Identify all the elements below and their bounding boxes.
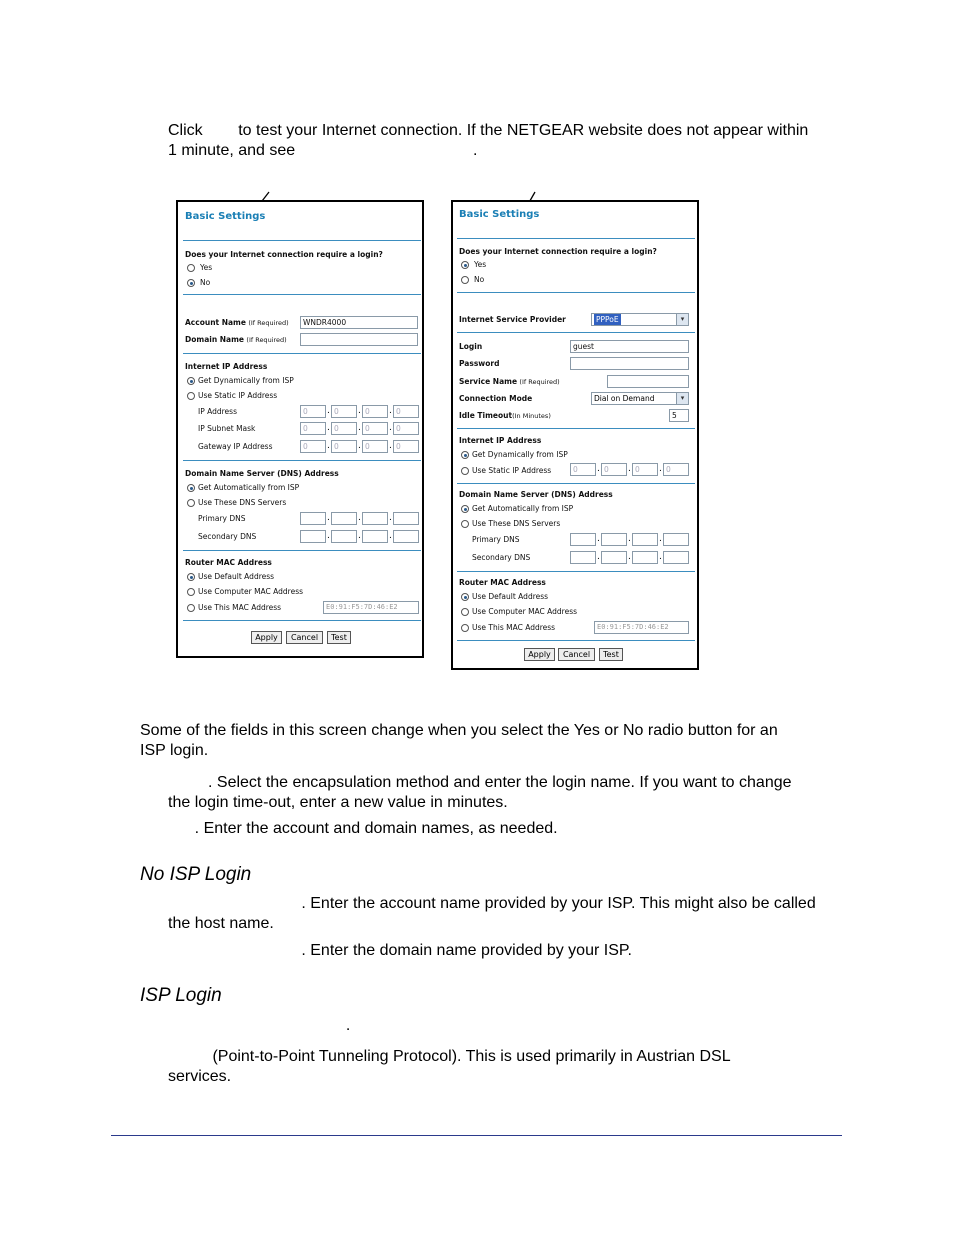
primary-dns-octet[interactable] bbox=[601, 533, 627, 546]
account-name-desc-line-1: . Enter the account name provided by your ISP. This might also be called bbox=[168, 895, 816, 912]
radio-dns-these[interactable] bbox=[187, 499, 195, 507]
radio-mac-default[interactable] bbox=[187, 573, 195, 581]
radio-mac-computer[interactable] bbox=[461, 608, 469, 616]
domain-name-label: Domain Name bbox=[185, 335, 245, 344]
pptp-desc-line-2: services. bbox=[168, 1068, 232, 1085]
bullet-no-line-1: . Enter the account and domain names, as needed. bbox=[168, 820, 558, 837]
primary-dns-octet[interactable] bbox=[570, 533, 596, 546]
divider bbox=[457, 428, 695, 429]
intro-line-2: 1 minute, and see . bbox=[168, 142, 478, 159]
connection-mode-value: Dial on Demand bbox=[594, 394, 655, 403]
secondary-dns-label: Secondary DNS bbox=[472, 553, 531, 562]
radio-yes[interactable] bbox=[461, 261, 469, 269]
password-input[interactable] bbox=[570, 357, 689, 370]
radio-yes[interactable] bbox=[187, 264, 195, 272]
radio-yes-label: Yes bbox=[200, 263, 213, 272]
dns-auto-label: Get Automatically from ISP bbox=[198, 483, 300, 492]
left-title: Basic Settings bbox=[185, 211, 266, 222]
radio-no[interactable] bbox=[187, 279, 195, 287]
mac-address-input[interactable]: E0:91:F5:7D:46:E2 bbox=[594, 621, 689, 634]
divider bbox=[457, 292, 695, 293]
mac-address-input[interactable]: E0:91:F5:7D:46:E2 bbox=[323, 601, 419, 614]
cancel-button[interactable]: Cancel bbox=[558, 648, 595, 661]
password-label: Password bbox=[459, 359, 500, 368]
dns-these-label: Use These DNS Servers bbox=[472, 519, 561, 528]
divider bbox=[457, 483, 695, 484]
test-button[interactable]: Test bbox=[327, 631, 351, 644]
gateway-octet-input[interactable]: 0 bbox=[393, 440, 419, 453]
radio-dns-these[interactable] bbox=[461, 520, 469, 528]
isp-label: Internet Service Provider bbox=[459, 315, 566, 324]
mac-this-label: Use This MAC Address bbox=[198, 603, 282, 612]
mac-default-label: Use Default Address bbox=[472, 592, 549, 601]
idle-timeout-input[interactable]: 5 bbox=[669, 409, 689, 422]
subnet-octet-input[interactable]: 0 bbox=[393, 422, 419, 435]
static-ip-label: Use Static IP Address bbox=[198, 391, 278, 400]
in-minutes-note: (In Minutes) bbox=[512, 412, 551, 420]
dns-section-title: Domain Name Server (DNS) Address bbox=[459, 490, 613, 499]
secondary-dns-octet[interactable] bbox=[393, 530, 419, 543]
radio-mac-default[interactable] bbox=[461, 593, 469, 601]
divider bbox=[183, 460, 421, 461]
account-name-label: Account Name bbox=[185, 318, 246, 327]
login-question: Does your Internet connection require a login? bbox=[185, 250, 383, 259]
if-required-note: (If Required) bbox=[248, 319, 289, 327]
ip-octet-input[interactable]: 0 bbox=[570, 463, 596, 476]
ip-section-title: Internet IP Address bbox=[459, 436, 542, 445]
radio-static-ip[interactable] bbox=[461, 467, 469, 475]
cancel-button[interactable]: Cancel bbox=[286, 631, 323, 644]
radio-mac-this[interactable] bbox=[187, 604, 195, 612]
ip-octet-input[interactable]: 0 bbox=[393, 405, 419, 418]
isp-select-value: PPPoE bbox=[596, 315, 619, 324]
dns-section-title: Domain Name Server (DNS) Address bbox=[185, 469, 339, 478]
ip-octet-input[interactable]: 0 bbox=[300, 405, 326, 418]
bullet-yes-line-2: the login time-out, enter a new value in minutes. bbox=[168, 794, 508, 811]
dns-these-label: Use These DNS Servers bbox=[198, 498, 287, 507]
radio-no-label: No bbox=[474, 275, 485, 284]
primary-dns-octet[interactable] bbox=[393, 512, 419, 525]
radio-yes-label: Yes bbox=[474, 260, 487, 269]
mac-computer-label: Use Computer MAC Address bbox=[198, 587, 304, 596]
test-button[interactable]: Test bbox=[599, 648, 623, 661]
left-screenshot: Basic Settings Does your Internet connection require a login? Yes No Account Name (If Required) WNDR4000 Domain Name (If Required) Internet IP Address Get Dynamically from ISP Use Static IP Address IP Address 0 . 0 . 0 . 0 IP Subnet Mask 0 . 0 . 0 . 0 Gateway IP Address 0 . 0 . 0 . 0 Domain Name Server (DNS) Address Get Automatically from ISP Use These DNS Servers Primary DNS . . . Secondary DNS . . . Router MAC Address Use Default Address Use Computer MAC Address Use This MAC Address E0:91:F5:7D:46:E2 Apply Cancel Test bbox=[176, 200, 424, 658]
primary-dns-octet[interactable] bbox=[362, 512, 388, 525]
if-required-note: (If Required) bbox=[246, 336, 287, 344]
radio-get-dynamically[interactable] bbox=[187, 377, 195, 385]
secondary-dns-octet[interactable] bbox=[362, 530, 388, 543]
radio-mac-computer[interactable] bbox=[187, 588, 195, 596]
isp-login-desc: . bbox=[168, 1017, 351, 1034]
login-question: Does your Internet connection require a login? bbox=[459, 247, 657, 256]
static-ip-label: Use Static IP Address bbox=[472, 466, 552, 475]
domain-name-input[interactable] bbox=[300, 333, 418, 346]
right-screenshot: Basic Settings Does your Internet connection require a login? Yes No Internet Service Provider PPPoE ▾ Login guest Password Service Name (If Required) Connection Mode Dial on Demand ▾ Idle Timeout(In Minutes) 5 Internet IP Address Get Dynamically from ISP Use Static IP Address 0 . 0 . 0 . 0 Domain Name Server (DNS) Address Get Automatically from ISP Use These DNS Servers Primary DNS . . . Secondary DNS . . . Router MAC Address Use Default Address Use Computer MAC Address Use This MAC Address E0:91:F5:7D:46:E2 Apply Cancel Test bbox=[451, 200, 699, 670]
heading-isp-login: ISP Login bbox=[140, 985, 222, 1006]
divider bbox=[183, 620, 421, 621]
apply-button[interactable]: Apply bbox=[251, 631, 282, 644]
ip-octet-input[interactable]: 0 bbox=[601, 463, 627, 476]
secondary-dns-label: Secondary DNS bbox=[198, 532, 257, 541]
service-name-input[interactable] bbox=[607, 375, 689, 388]
secondary-dns-octet[interactable] bbox=[570, 551, 596, 564]
primary-dns-label: Primary DNS bbox=[198, 514, 246, 523]
radio-no[interactable] bbox=[461, 276, 469, 284]
if-required-note: (If Required) bbox=[519, 378, 560, 386]
ip-octet-input[interactable]: 0 bbox=[331, 405, 357, 418]
ip-octet-input[interactable]: 0 bbox=[632, 463, 658, 476]
secondary-dns-octet[interactable] bbox=[300, 530, 326, 543]
divider bbox=[183, 550, 421, 551]
bullet-yes-line-1: . Select the encapsulation method and enter the login name. If you want to change bbox=[168, 774, 792, 791]
secondary-dns-octet[interactable] bbox=[632, 551, 658, 564]
subnet-label: IP Subnet Mask bbox=[198, 424, 256, 433]
divider bbox=[183, 240, 421, 241]
subnet-octet-input[interactable]: 0 bbox=[362, 422, 388, 435]
get-dynamically-label: Get Dynamically from ISP bbox=[198, 376, 294, 385]
gateway-octet-input[interactable]: 0 bbox=[362, 440, 388, 453]
footer-rule bbox=[111, 1135, 842, 1136]
chevron-down-icon: ▾ bbox=[676, 314, 688, 325]
chevron-down-icon: ▾ bbox=[676, 393, 688, 404]
ip-octet-input[interactable]: 0 bbox=[362, 405, 388, 418]
body-paragraph-line-1: Some of the fields in this screen change when you select the Yes or No radio button for an bbox=[140, 722, 778, 739]
dns-auto-label: Get Automatically from ISP bbox=[472, 504, 574, 513]
login-label: Login bbox=[459, 342, 483, 351]
service-name-label: Service Name bbox=[459, 377, 518, 386]
account-name-desc-line-2: the host name. bbox=[168, 915, 274, 932]
primary-dns-octet[interactable] bbox=[663, 533, 689, 546]
intro-line-1: Click to test your Internet connection. If the NETGEAR website does not appear within bbox=[168, 122, 809, 139]
radio-dns-auto[interactable] bbox=[187, 484, 195, 492]
gateway-octet-input[interactable]: 0 bbox=[300, 440, 326, 453]
divider bbox=[457, 571, 695, 572]
primary-dns-label: Primary DNS bbox=[472, 535, 520, 544]
subnet-octet-input[interactable]: 0 bbox=[300, 422, 326, 435]
primary-dns-octet[interactable] bbox=[300, 512, 326, 525]
radio-static-ip[interactable] bbox=[187, 392, 195, 400]
divider bbox=[457, 332, 695, 333]
secondary-dns-octet[interactable] bbox=[331, 530, 357, 543]
mac-this-label: Use This MAC Address bbox=[472, 623, 556, 632]
mac-computer-label: Use Computer MAC Address bbox=[472, 607, 578, 616]
get-dynamically-label: Get Dynamically from ISP bbox=[472, 450, 568, 459]
pptp-desc-line-1: (Point-to-Point Tunneling Protocol). This is used primarily in Austrian DSL bbox=[168, 1048, 731, 1065]
apply-button[interactable]: Apply bbox=[524, 648, 555, 661]
primary-dns-octet[interactable] bbox=[331, 512, 357, 525]
mac-default-label: Use Default Address bbox=[198, 572, 275, 581]
ip-octet-input[interactable]: 0 bbox=[663, 463, 689, 476]
gateway-label: Gateway IP Address bbox=[198, 442, 273, 451]
mac-section-title: Router MAC Address bbox=[459, 578, 546, 587]
connection-mode-label: Connection Mode bbox=[459, 394, 533, 403]
login-input[interactable]: guest bbox=[570, 340, 689, 353]
subnet-octet-input[interactable]: 0 bbox=[331, 422, 357, 435]
domain-name-desc: . Enter the domain name provided by your ISP. bbox=[168, 942, 632, 959]
connection-mode-select[interactable] bbox=[591, 392, 689, 405]
secondary-dns-octet[interactable] bbox=[663, 551, 689, 564]
account-name-input[interactable]: WNDR4000 bbox=[300, 316, 418, 329]
radio-no-label: No bbox=[200, 278, 211, 287]
radio-get-dynamically[interactable] bbox=[461, 451, 469, 459]
radio-mac-this[interactable] bbox=[461, 624, 469, 632]
isp-select[interactable] bbox=[591, 313, 689, 326]
secondary-dns-octet[interactable] bbox=[601, 551, 627, 564]
idle-timeout-label: Idle Timeout bbox=[459, 411, 513, 420]
heading-no-isp-login: No ISP Login bbox=[140, 864, 252, 885]
primary-dns-octet[interactable] bbox=[632, 533, 658, 546]
divider bbox=[457, 238, 695, 239]
divider bbox=[183, 353, 421, 354]
right-title: Basic Settings bbox=[459, 209, 540, 220]
gateway-octet-input[interactable]: 0 bbox=[331, 440, 357, 453]
ip-address-label: IP Address bbox=[198, 407, 237, 416]
ip-section-title: Internet IP Address bbox=[185, 362, 268, 371]
mac-section-title: Router MAC Address bbox=[185, 558, 272, 567]
radio-dns-auto[interactable] bbox=[461, 505, 469, 513]
divider bbox=[457, 640, 695, 641]
divider bbox=[183, 294, 421, 295]
body-paragraph-line-2: ISP login. bbox=[140, 742, 209, 759]
